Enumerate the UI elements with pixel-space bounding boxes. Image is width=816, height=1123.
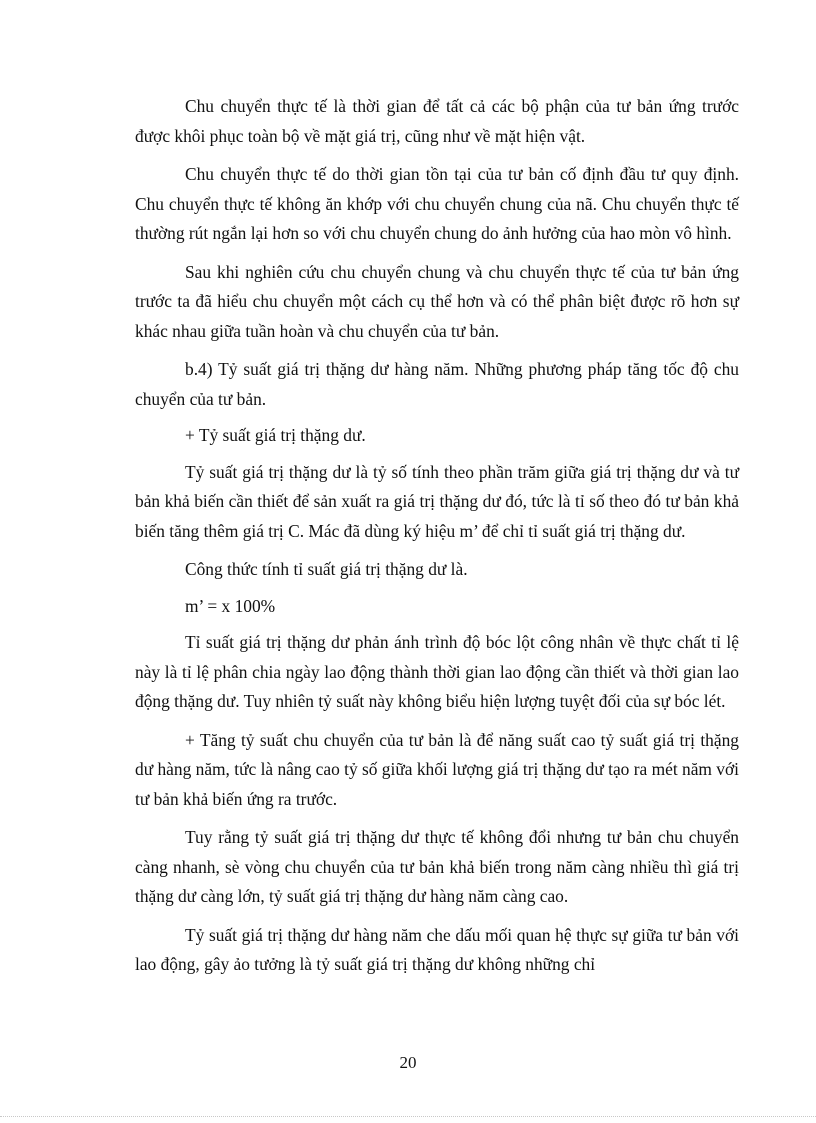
- paragraph-annual-rate-concealment: Tỷ suất giá trị thặng dư hàng năm che dấu mối quan hệ thực sự giữa tư bản với lao động, gây ảo tưởng là tỷ suất giá trị thặng dư không những chỉ: [135, 924, 739, 974]
- page-number: 20: [399, 1053, 417, 1072]
- section-heading-b4: b.4) Tỷ suất giá trị thặng dư hàng năm. Những phương pháp tăng tốc độ chu chuyển của tư bản.: [135, 359, 739, 409]
- paragraph-increase-turnover: + Tăng tỷ suất chu chuyển của tư bản là để năng suất cao tỷ suất giá trị thặng dư hàng năm, tức là nâng cao tỷ số giữa khối lượng giá trị thặng dư tạo ra mét năm với tư bản khả biến ứng ra trước.: [135, 729, 740, 809]
- paragraph-faster-turnover: Tuy rằng tỷ suất giá trị thặng dư thực tế không đổi nhưng tư bản chu chuyển càng nhanh, sè vòng chu chuyển của tư bản khả biến trong năm càng nhiều thì giá trị thặng dư càng lớn, tỷ suất giá trị thặng dư hàng năm càng cao.: [135, 827, 739, 906]
- paragraph-actual-turnover: Chu chuyển thực tế là thời gian để tất cả các bộ phận của tư bản ứng trước được khôi phục toàn bộ về mặt giá trị, cũng như về mặt hiện vật.: [135, 96, 739, 146]
- paragraph-exploitation-level: Tỉ suất giá trị thặng dư phản ánh trình độ bóc lột công nhân về thực chất tỉ lệ này là tỉ lệ phân chia ngày lao động thành thời gian lao động cần thiết và thời gian lao động thặng dư. Tuy nhiên tỷ suất này không biểu hiện lượng tuyệt đối của sự bóc lét.: [135, 632, 739, 711]
- formula-line: m’ = x 100%: [185, 595, 276, 616]
- page-bottom-divider: [0, 1116, 816, 1117]
- subheading-surplus-value-rate: + Tỷ suất giá trị thặng dư.: [185, 425, 366, 445]
- paragraph-after-study: Sau khi nghiên cứu chu chuyển chung và chu chuyển thực tế của tư bản ứng trước ta đã hiểu chu chuyển một cách cụ thể hơn và có thể phân biệt được rõ hơn sự khác nhau giữa tuần hoàn và chu chuyển của tư bản.: [135, 261, 739, 341]
- body-text: [135, 92, 739, 989]
- paragraph-actual-turnover-duration: Chu chuyển thực tế do thời gian tồn tại của tư bản cố định đầu tư quy định. Chu chuyển thực tế không ăn khớp với chu chuyển chung của nã. Chu chuyển thực tế thường rút ngắn lại hơn so với chu chuyển chung do ảnh hưởng của hao mòn vô hình.: [135, 164, 739, 243]
- paragraph-formula-intro: Công thức tính tỉ suất giá trị thặng dư là.: [185, 559, 468, 579]
- paragraph-surplus-value-rate-definition: Tỷ suất giá trị thặng dư là tỷ số tính theo phần trăm giữa giá trị thặng dư và tư bản khả biến cần thiết để sản xuất ra giá trị thặng dư đó, tức là tỉ số theo đó tư bản khả biến tăng thêm giá trị C. Mác đã dùng ký hiệu m’ để chỉ tỉ suất giá trị thặng dư.: [135, 461, 739, 541]
